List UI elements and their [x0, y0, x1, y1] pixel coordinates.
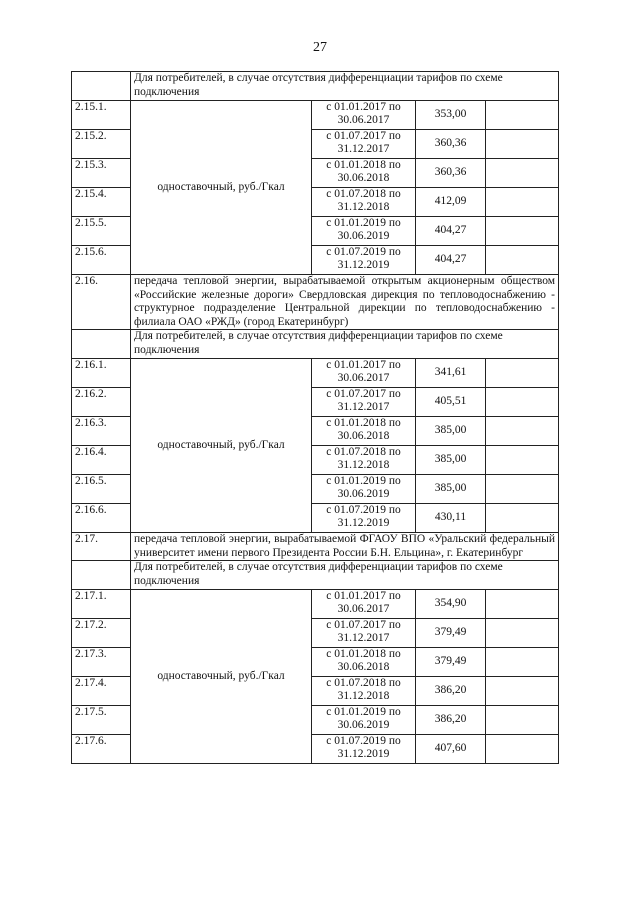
tariff-value: 430,11 [416, 504, 486, 533]
empty-cell [486, 475, 559, 504]
tariff-value: 354,90 [416, 590, 486, 619]
tariff-value: 407,60 [416, 735, 486, 764]
period: с 01.01.2019 по 30.06.2019 [312, 706, 416, 735]
table-row [72, 359, 559, 388]
period: с 01.07.2019 по 31.12.2019 [312, 504, 416, 533]
empty-cell [486, 446, 559, 475]
period: с 01.07.2018 по 31.12.2018 [312, 446, 416, 475]
tariff-value: 379,49 [416, 648, 486, 677]
row-number [72, 561, 131, 590]
tariff-value: 360,36 [416, 130, 486, 159]
row-number: 2.16.4. [72, 446, 131, 475]
period: с 01.07.2017 по 31.12.2017 [312, 388, 416, 417]
empty-cell [486, 706, 559, 735]
row-number: 2.16.1. [72, 359, 131, 388]
empty-cell [486, 246, 559, 275]
empty-cell [486, 648, 559, 677]
period: с 01.01.2019 по 30.06.2019 [312, 475, 416, 504]
empty-cell [486, 590, 559, 619]
tariff-value: 404,27 [416, 246, 486, 275]
row-number: 2.15.6. [72, 246, 131, 275]
row-number [72, 330, 131, 359]
tariff-value: 385,00 [416, 417, 486, 446]
table-row [72, 101, 559, 130]
empty-cell [486, 619, 559, 648]
consumer-note: Для потребителей, в случае отсутствия дифференциации тарифов по схеме подключения [131, 561, 559, 590]
tariff-table [71, 71, 559, 764]
period: с 01.07.2017 по 31.12.2017 [312, 619, 416, 648]
tariff-method: одноставочный, руб./Гкал [131, 101, 312, 275]
period: с 01.01.2017 по 30.06.2017 [312, 590, 416, 619]
empty-cell [486, 359, 559, 388]
tariff-value: 353,00 [416, 101, 486, 130]
empty-cell [486, 188, 559, 217]
page-number: 27 [313, 40, 327, 55]
empty-cell [486, 504, 559, 533]
row-number: 2.15.3. [72, 159, 131, 188]
row-number: 2.16.5. [72, 475, 131, 504]
tariff-value: 386,20 [416, 706, 486, 735]
tariff-method: одноставочный, руб./Гкал [131, 359, 312, 533]
row-number: 2.17.6. [72, 735, 131, 764]
row-number: 2.17.3. [72, 648, 131, 677]
row-number: 2.15.4. [72, 188, 131, 217]
period: с 01.01.2018 по 30.06.2018 [312, 648, 416, 677]
tariff-value: 341,61 [416, 359, 486, 388]
section-number: 2.17. [72, 533, 131, 561]
row-number: 2.17.4. [72, 677, 131, 706]
empty-cell [486, 159, 559, 188]
empty-cell [486, 101, 559, 130]
tariff-value: 360,36 [416, 159, 486, 188]
period: с 01.01.2019 по 30.06.2019 [312, 217, 416, 246]
note-row [72, 561, 559, 590]
tariff-value: 404,27 [416, 217, 486, 246]
period: с 01.07.2019 по 31.12.2019 [312, 246, 416, 275]
section-header-row [72, 533, 559, 561]
empty-cell [486, 217, 559, 246]
row-number: 2.16.6. [72, 504, 131, 533]
period: с 01.01.2017 по 30.06.2017 [312, 359, 416, 388]
tariff-value: 405,51 [416, 388, 486, 417]
period: с 01.01.2017 по 30.06.2017 [312, 101, 416, 130]
period: с 01.01.2018 по 30.06.2018 [312, 417, 416, 446]
tariff-value: 412,09 [416, 188, 486, 217]
row-number [72, 72, 131, 101]
tariff-value: 385,00 [416, 446, 486, 475]
period: с 01.07.2019 по 31.12.2019 [312, 735, 416, 764]
row-number: 2.17.5. [72, 706, 131, 735]
tariff-value: 379,49 [416, 619, 486, 648]
row-number: 2.15.5. [72, 217, 131, 246]
consumer-note: Для потребителей, в случае отсутствия дифференциации тарифов по схеме подключения [131, 330, 559, 359]
empty-cell [486, 677, 559, 706]
note-row [72, 72, 559, 101]
tariff-method: одноставочный, руб./Гкал [131, 590, 312, 764]
section-description: передача тепловой энергии, вырабатываемой открытым акционерным обществом «Российские железные дороги» Свердловская дирекция по тепловодоснабжению - структурное подразделение Центральной дирекции по тепловодоснабжению - филиала ОАО «РЖД» (город Екатеринбург) [131, 275, 559, 330]
consumer-note: Для потребителей, в случае отсутствия дифференциации тарифов по схеме подключения [131, 72, 559, 101]
section-number: 2.16. [72, 275, 131, 330]
row-number: 2.15.2. [72, 130, 131, 159]
empty-cell [486, 417, 559, 446]
period: с 01.01.2018 по 30.06.2018 [312, 159, 416, 188]
tariff-value: 385,00 [416, 475, 486, 504]
row-number: 2.16.2. [72, 388, 131, 417]
tariff-value: 386,20 [416, 677, 486, 706]
period: с 01.07.2017 по 31.12.2017 [312, 130, 416, 159]
section-description: передача тепловой энергии, вырабатываемой ФГАОУ ВПО «Уральский федеральный университет имени первого Президента России Б.Н. Ельцина», г. Екатеринбург [131, 533, 559, 561]
row-number: 2.15.1. [72, 101, 131, 130]
empty-cell [486, 735, 559, 764]
period: с 01.07.2018 по 31.12.2018 [312, 677, 416, 706]
section-header-row [72, 275, 559, 330]
empty-cell [486, 388, 559, 417]
row-number: 2.17.1. [72, 590, 131, 619]
note-row [72, 330, 559, 359]
empty-cell [486, 130, 559, 159]
period: с 01.07.2018 по 31.12.2018 [312, 188, 416, 217]
row-number: 2.17.2. [72, 619, 131, 648]
table-row [72, 590, 559, 619]
row-number: 2.16.3. [72, 417, 131, 446]
